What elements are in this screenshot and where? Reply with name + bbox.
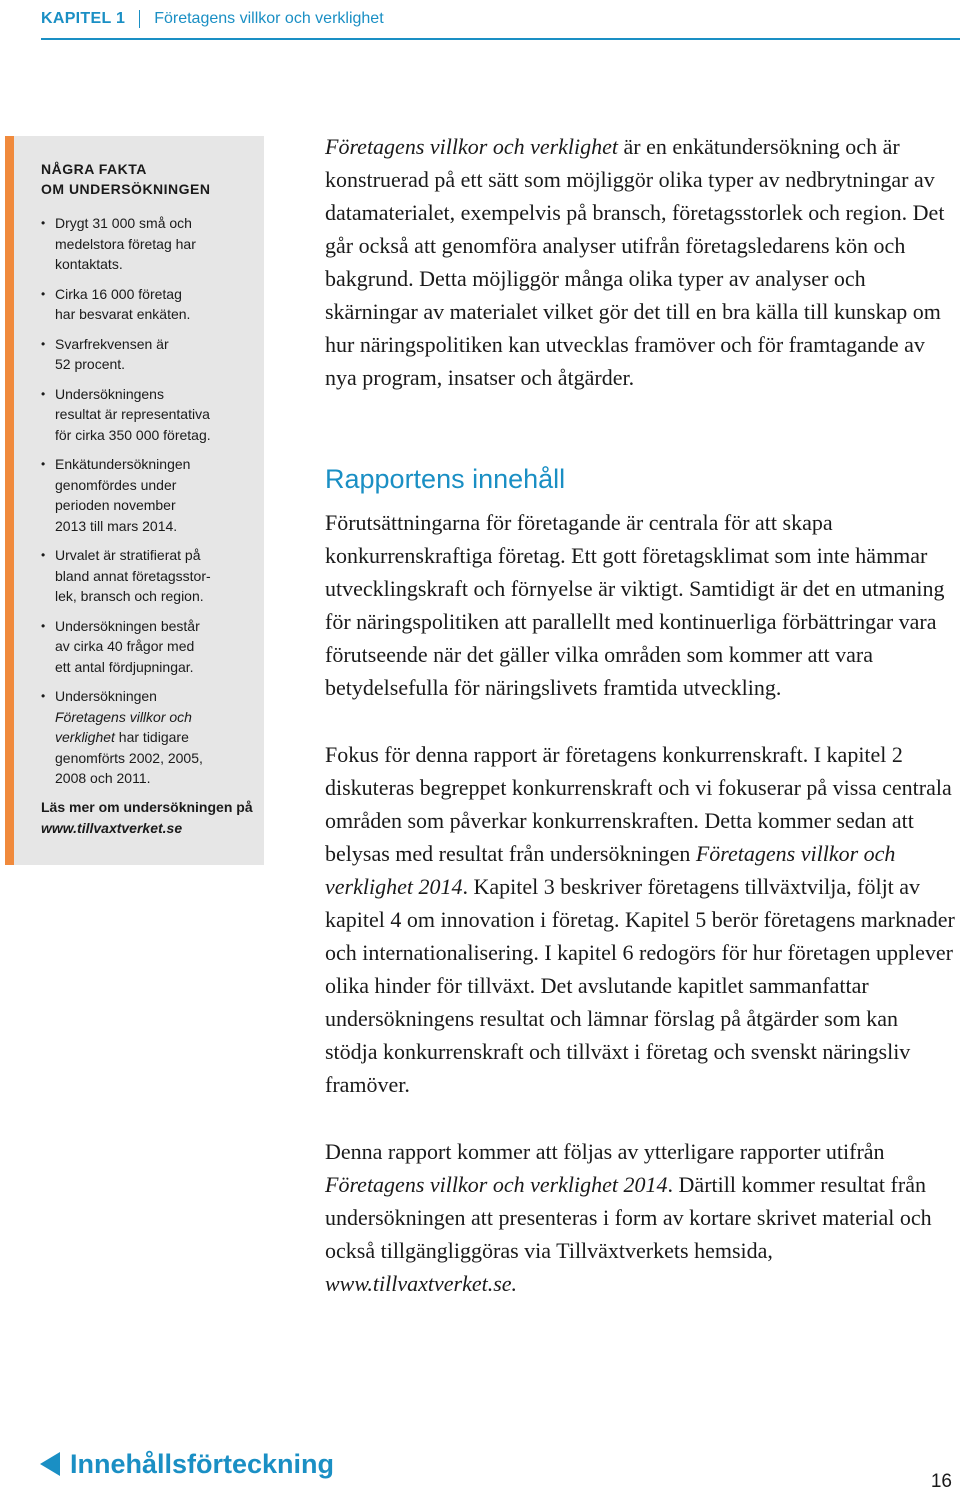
- page-number: 16: [930, 1471, 952, 1492]
- header-divider: [139, 10, 140, 28]
- fact-item: • Cirka 16 000 företag har besvarat enkäten.: [41, 285, 191, 322]
- toc-link[interactable]: [40, 1446, 334, 1482]
- fact-item: • Undersökningens resultat är representativa för cirka 350 000 företag.: [41, 385, 211, 443]
- bullet-icon: •: [41, 548, 46, 562]
- intro-paragraph: Företagens villkor och verklighet är en enkätundersökning och är konstruerad på ett sätt som möjliggör olika typer av nedbrytningar av datamaterialet, exempelvis på bransch, företagsstorlek och region. Det går också att genomföra analyser utifrån företagsledarens kön och bakgrund. Detta möjliggör många olika typer av analyser och skärningar av materialet vilket gör det till en bra källa till kunskap om hur näringspolitiken kan utvecklas framöver och för framtagande av nya program, insatser och åtgärder.: [325, 134, 945, 390]
- read-more-note: Läs mer om undersökningen på www.tillvaxtverket.se: [41, 799, 253, 836]
- bullet-icon: •: [41, 618, 46, 633]
- website-link[interactable]: www.tillvaxtverket.se.: [325, 1271, 518, 1296]
- paragraph: Fokus för denna rapport är företagens konkurrenskraft. I kapitel 2 diskuteras begreppet konkurrenskraft och vi fokuserar på vissa centrala områden som påverkar konkurrenskraften. Detta kommer sedan att belysas med resultat från undersökningen Företagens villkor och verklighet 2014. Kapitel 3 beskriver företagens tillväxtvilja, följt av kapitel 4 om innovation i företag. Kapitel 5 berör företagens marknader och internationalisering. I kapitel 6 redogörs för hur företagen upplever olika hinder för tillväxt. Det avslutande kapitlet sammanfattar undersökningens resultat och lämnar förslag på åtgärder som kan stödja konkurrenskraft och tillväxt i företag och svenskt näringsliv framöver.: [325, 742, 955, 1097]
- paragraph: Förutsättningarna för företagande är centrala för att skapa konkurrenskraftiga företag. Ett gott företagsklimat som inte hämmar utvecklingskraft och förnyelse är viktigt. Samtidigt är det en utmaning för näringspolitiken att parallellt med kontinuerliga förbättringar vara förutseende när det gäller vilka områden som kommer att vara betydelsefulla för näringslivets framtida utveckling.: [325, 510, 945, 700]
- fact-item: • Svarfrekvensen är 52 procent.: [41, 335, 169, 372]
- chapter-label: KAPITEL 1: [41, 10, 126, 27]
- back-arrow-icon: [40, 1452, 60, 1476]
- fact-item: • Drygt 31 000 små och medelstora företag har kontaktats.: [41, 215, 196, 272]
- fact-item: • Undersökningen Företagens villkor och verklighet har tidigare genomförts 2002, 2005, 2008 och 2011.: [41, 688, 203, 786]
- chapter-header: [41, 8, 384, 30]
- fact-item: • Undersökningen består av cirka 40 frågor med ett antal fördjupningar.: [41, 617, 200, 675]
- fact-box-title: NÅGRA FAKTA OM UNDERSÖKNINGEN: [41, 161, 211, 197]
- chapter-title: Företagens villkor och verklighet: [154, 10, 384, 27]
- bullet-icon: •: [41, 457, 46, 471]
- bullet-icon: •: [41, 216, 46, 230]
- toc-label: Innehållsförteckning: [70, 1448, 335, 1479]
- section-heading: Rapportens innehåll: [325, 464, 566, 494]
- fact-item: • Enkätundersökningen genomfördes under perioden november 2013 till mars 2014.: [41, 456, 191, 534]
- header-rule: [41, 38, 960, 40]
- bullet-icon: •: [41, 336, 46, 351]
- paragraph: Denna rapport kommer att följas av ytterligare rapporter utifrån Företagens villkor och verklighet 2014. Därtill kommer resultat från undersökningen att presenteras i form av kortare skrivet material och också tillgängliggöras via Tillväxtverkets hemsida, www.tillvaxtverket.se.: [325, 1139, 932, 1296]
- fact-list: [41, 213, 259, 798]
- bullet-icon: •: [41, 689, 46, 703]
- website-link[interactable]: www.tillvaxtverket.se: [41, 820, 183, 836]
- bullet-icon: •: [41, 286, 46, 301]
- fact-item: • Urvalet är stratifierat på bland annat företagsstor- lek, bransch och region.: [41, 547, 211, 604]
- bullet-icon: •: [41, 386, 46, 401]
- main-text: [325, 130, 955, 1300]
